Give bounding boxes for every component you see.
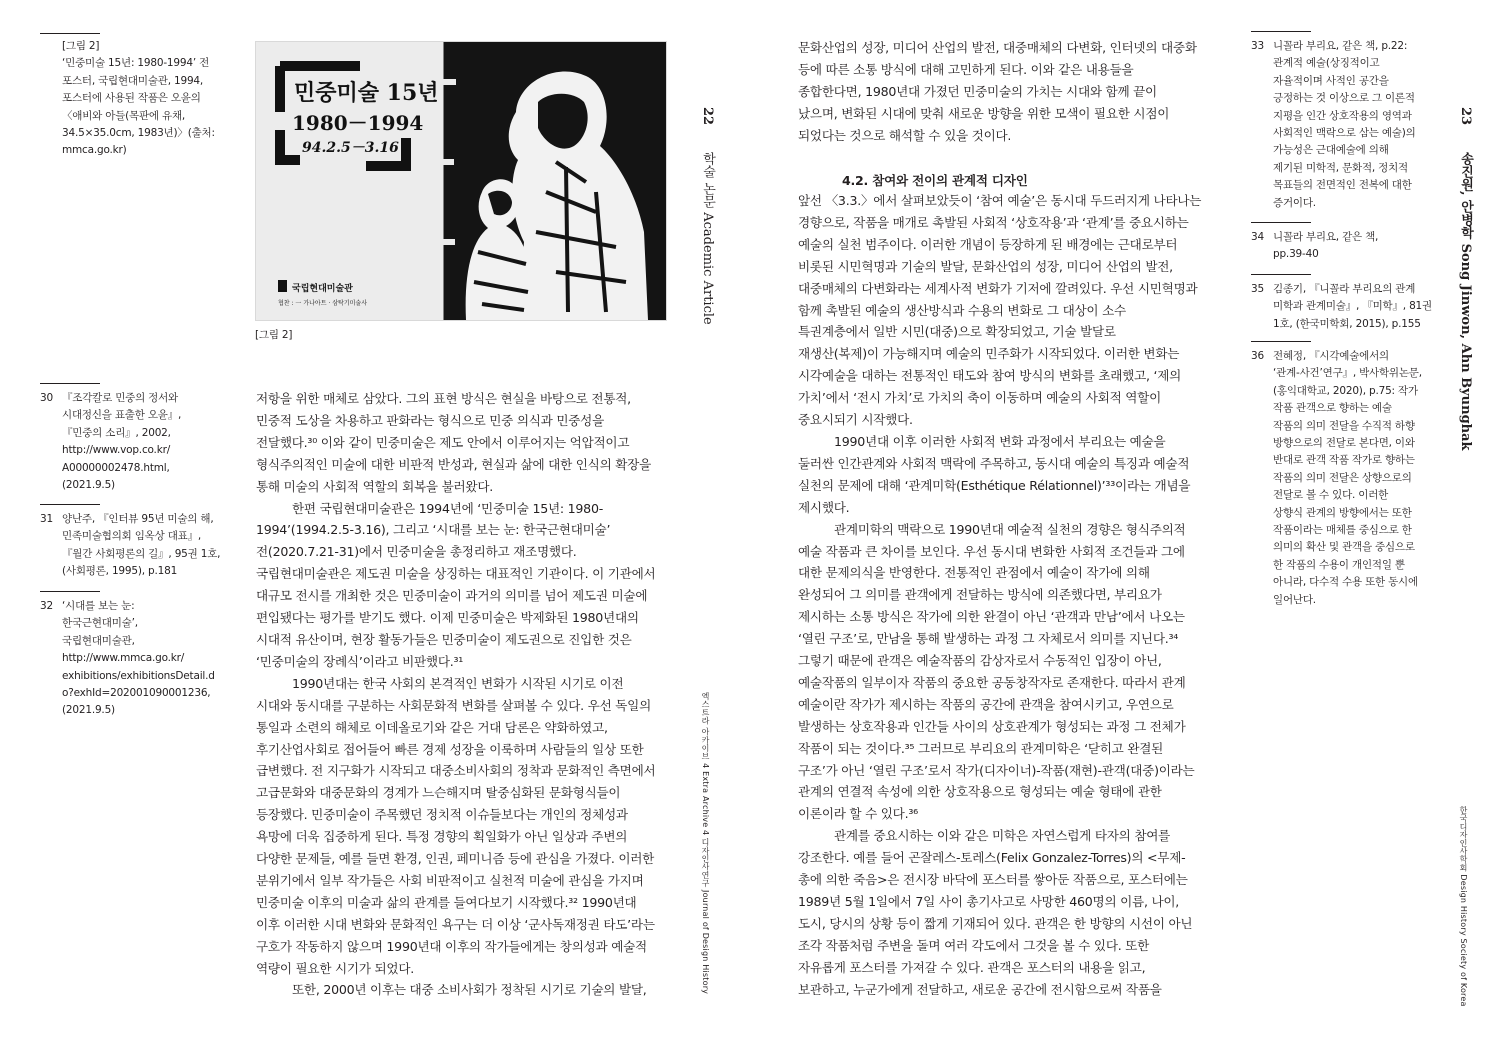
footnote-text [1273,348,1422,609]
text-line: 편입됐다는 평가를 받기도 했다. 이제 민중미술은 박제화된 1980년대의 [256,610,639,626]
text-line: (홍익대학교, 2020), p.75: 작가 [1273,384,1418,397]
right-page-number: 23 [1458,107,1473,126]
text-line: 총에 의한 죽음>은 전시장 바닥에 포스터를 쌓아둔 작품으로, 포스터에는 [798,872,1188,888]
text-line: 민중적 도상을 차용하고 판화라는 형식으로 민중 의식과 민중성을 [256,412,604,428]
footnote-number: 35 [1251,283,1264,295]
text-line: 후기산업사회로 접어들어 빠른 경제 성장을 이룩하며 사람들의 일상 또한 [256,741,644,757]
text-line: 역량이 필요한 시기가 되었다. [256,960,414,976]
footnote-text [62,390,181,494]
text-line: 고급문화와 대중문화의 경계가 느슨해지며 탈중심화된 문화형식들이 [256,785,621,801]
text-line: 일어난다. [1273,593,1316,606]
right-running-foot: 한국디자인사학회 Design History Society of Korea [1459,806,1468,1007]
text-line: 예술작품의 일부이자 작품의 중요한 공동창작자로 존재한다. 따라서 관계 [798,674,1186,690]
footnote-33 [1251,38,1441,212]
text-line: 비롯된 시민혁명과 기술의 발달, 문화산업의 성장, 미디어 산업의 발전, [798,258,1173,274]
text-line: 관계의 연결적 속성에 의한 상호작용으로 형성되는 예술 형태에 관한 [798,784,1162,800]
text-line: 국립현대미술관, [62,634,135,647]
footnote-number: 31 [40,513,53,525]
caption-rule [40,33,100,34]
text-line: 그렇기 때문에 관객은 예술작품의 감상자로서 수동적인 입장이 아닌, [798,653,1162,669]
text-line: 한국근현대미술’, [62,617,138,630]
text-line: 시대정신을 표출한 오윤』, [62,409,182,422]
poster-image [256,42,666,320]
text-line: 났으며, 변화된 시대에 맞춰 새로운 방향을 위한 모색이 필요한 시점이 [798,105,1170,121]
text-line: 작품이 되는 것이다.³⁵ 그러므로 부리요의 관계미학은 ‘닫히고 완결된 [798,740,1164,756]
text-line: 대한 문제의식을 반영한다. 전통적인 관점에서 예술이 작가에 의해 [798,565,1150,581]
footnote-number: 30 [40,392,53,404]
footnote-number: 36 [1251,350,1264,362]
text-line: 34.5×35.0cm, 1983년)〉(출처: [62,127,215,140]
text-line: exhibitions/exhibitionsDetail.d [62,669,215,682]
text-line: 강조한다. 예를 들어 곤잘레스-토레스(Felix Gonzalez-Torres)의 <무제- [798,850,1186,866]
text-line: 욕망에 더욱 집중하게 된다. 특정 경향의 획일화가 아닌 일상과 주변의 [256,829,628,845]
text-line: 의미의 확산 및 관객을 중심으로 [1273,541,1415,554]
text-line: 니꼴라 부리요, 같은 책, [1273,231,1379,243]
text-line: 급변했다. 전 지구화가 시작되고 대중소비사회의 정착과 문화적인 측면에서 [256,763,656,779]
text-line: http://www.mmca.go.kr/ [62,652,185,665]
text-line: 반대로 관객 작품 작가로 향하는 [1273,454,1415,467]
footnote-30 [40,390,230,494]
poster-dates: 94.2.5－3.16 [302,140,399,156]
footnote-rule [40,504,100,505]
text-line: 전달로 볼 수 있다. 이러한 [1273,489,1389,502]
text-line: 경향으로, 작품을 매개로 촉발된 사회적 ‘상호작용’과 ‘관계’를 중요시하는 [798,214,1189,230]
text-line: ‘민중미술 15년: 1980-1994’ 전 [62,57,210,70]
text-line: 특권계층에서 일반 시민(대중)으로 확장되었고, 기술 발달로 [798,324,1116,340]
footnote-number: 33 [1251,40,1264,52]
text-line: 완성되어 그 의미를 관객에게 전달하는 방식에 의존했다면, 부리요가 [798,587,1162,603]
text-line: 시대적 유산이며, 현장 활동가들은 민중미술이 제도권으로 진입한 것은 [256,631,632,647]
text-line: 니꼴라 부리요, 같은 책, p.22: [1273,40,1408,52]
woodcut-artwork [442,42,666,320]
text-line: 관계미학의 맥락으로 1990년대 예술적 실천의 경향은 형식주의적 [834,521,1186,537]
text-line: 예술의 실천 범주이다. 이러한 개념이 등장하게 된 배경에는 근대로부터 [798,236,1178,252]
text-line: 작품 관객으로 향하는 예술 [1273,402,1392,415]
figure-side-caption [62,38,222,160]
text-line: 목표들의 전면적인 전복에 대한 [1273,179,1412,192]
footnote-34 [1251,229,1441,264]
text-line: 종합한다면, 1980년대 가졌던 민중미술의 가치는 시대와 함께 끝이 [798,83,1157,99]
text-line: 구조’가 아닌 ‘열린 구조’로서 작가(디자이너)-작품(재현)-관객(대중)이라는 [798,762,1195,778]
footnote-rule [40,383,100,384]
text-line: ‘열린 구조’로, 만남을 통해 발생하는 과정 그 자체로서 의미를 지닌다.³⁴ [798,631,1179,647]
figure-poster [255,41,667,321]
text-line: 예술 작품과 큰 차이를 보인다. 우선 동시대 변화한 사회적 조건들과 그에 [798,543,1185,559]
footnote-32 [40,598,230,720]
text-line: 한 작품의 수용이 개인적일 뿐 [1273,558,1405,571]
text-line: 다양한 문제들, 예를 들면 환경, 인권, 페미니즘 등에 관심을 가졌다. 이러한 [256,851,655,867]
text-line: [그림 2] [62,40,100,52]
text-line: 저항을 위한 매체로 삼았다. 그의 표현 방식은 현실을 바탕으로 전통적, [256,391,631,406]
text-line: 1994’(1994.2.5-3.16), 그리고 ‘시대를 보는 눈: 한국근현대미술’ [256,522,611,538]
text-line: 전혜정, 『시각예술에서의 [1273,350,1390,362]
text-line: 통해 미술의 사회적 역할의 회복을 불러왔다. [256,478,493,494]
text-line: 작품이라는 매체를 중심으로 한 [1273,524,1412,537]
text-line: 재생산(복제)이 가능해지며 예술의 민주화가 시작되었다. 이러한 변화는 [798,346,1180,362]
figure-caption-below: [그림 2] [255,329,293,341]
poster-title-line1: 민중미술 15년 [294,80,439,106]
text-line: 1990년대 이후 이러한 사회적 변화 과정에서 부리요는 예술을 [834,433,1166,449]
text-line: 관계적 예술(상징적이고 [1273,57,1380,70]
text-line: 지평을 인간 상호작용의 영역과 [1273,109,1412,122]
text-line: 1989년 5월 1일에서 7일 사이 총기사고로 사망한 460명의 이름, 나이, [798,894,1180,909]
right-body-text [798,190,1218,1001]
text-line: 한편 국립현대미술관은 1994년에 ‘민중미술 15년: 1980- [292,500,603,516]
text-line: 조각 작품처럼 주변을 돌며 여러 각도에서 그것을 볼 수 있다. 또한 [798,937,1150,953]
text-line: 대규모 전시를 개최한 것은 민중미술이 과거의 의미를 넘어 제도권 미술에 [256,588,648,604]
text-line: 예술이란 작가가 제시하는 작품의 공간에 관객을 참여시키고, 우연으로 [798,696,1174,712]
text-line: 이론이라 할 수 있다.³⁶ [798,806,918,822]
text-line: 상향식 관계의 방향에서는 또한 [1273,506,1412,519]
footnote-rule [1251,341,1311,342]
text-line: 민중미술 이후의 미술과 삶의 관계를 들여다보기 시작했다.³² 1990년대 [256,894,637,910]
text-line: 작품의 의미 전달은 상향으로의 [1273,471,1412,484]
poster-sponsors: 협찬 : 一 가나아트 · 삼탁기미술사 [278,300,368,307]
text-line: (사회평론, 1995), p.181 [62,565,178,578]
text-line: 제시했다. [798,499,850,515]
text-line: 『월간 사회평론의 길』, 95권 1호, [62,547,221,560]
text-line: 국립현대미술관은 제도권 미술을 상징하는 대표적인 기관이다. 이 기관에서 [256,566,656,582]
text-line: 양난주, 『인터뷰 95년 미술의 해, [62,513,214,525]
footnote-text [1273,38,1416,212]
text-line: (2021.9.5) [62,479,115,492]
text-line: 분위기에서 일부 작가들은 사회 비판적이고 실천적 미술에 관심을 가지며 [256,872,644,888]
text-line: pp.39-40 [1273,248,1319,261]
text-line: 대중매체의 다변화라는 세계사적 변화가 기저에 깔려있다. 우선 시민혁명과 [798,280,1198,296]
text-line: 구호가 작동하지 않으며 1990년대 이후의 작가들에게는 창의성과 예술적 [256,938,647,954]
text-line: ‘시대를 보는 눈: [62,600,135,612]
footnote-rule [1251,274,1311,275]
text-line: (2021.9.5) [62,704,115,717]
text-line: 발생하는 상호작용과 인간들 사이의 상호관계가 형성되는 과정 그 전체가 [798,718,1186,734]
text-line: 보관하고, 누군가에게 전달하고, 새로운 공간에 전시함으로써 작품을 [798,981,1162,997]
left-running-head: 학술 논문 Academic Article [700,152,715,325]
right-top-text [798,37,1218,147]
text-line: 되었다는 것으로 해석할 수 있을 것이다. [798,127,1012,143]
text-line: 미학과 관계미술』, 『미학』, 81권 [1273,300,1432,313]
right-running-head: 송진원, 안병학 Song Jinwon, Ahn Byunghak [1458,152,1473,451]
text-line: 제기된 미학적, 문화적, 정치적 [1273,161,1409,174]
left-page-number: 22 [700,107,715,126]
text-line: 자유롭게 포스터를 가져갈 수 있다. 관객은 포스터의 내용을 읽고, [798,959,1146,975]
section-heading: 4.2. 참여와 전이의 관계적 디자인 [842,173,1028,188]
text-line: 증거이다. [1273,196,1316,209]
text-line: 작품의 의미 전달을 수직적 하향 [1273,419,1415,432]
footnote-number: 34 [1251,231,1264,243]
text-line: 또한, 2000년 이후는 대중 소비사회가 정착된 시기로 기술의 발달, [292,982,647,998]
text-line: 문화산업의 성장, 미디어 산업의 발전, 대중매체의 다변화, 인터넷의 대중화 [798,40,1197,55]
text-line: 김종기, 『니꼴라 부리요의 관계 [1273,283,1416,295]
poster-title-line2: 1980－1994 [292,111,424,135]
text-line: 민족미술협의회 임옥상 대표』, [62,530,202,543]
footnote-text [1273,229,1378,264]
text-line: 등에 따른 소통 방식에 대해 고민하게 된다. 이와 같은 내용들을 [798,61,1134,77]
text-line: 시각예술을 대하는 전통적인 태도와 참여 방식의 변화를 초래했고, ‘제의 [798,368,1182,384]
footnote-rule [1251,222,1311,223]
text-line: 포스터에 사용된 작품은 오윤의 [62,92,201,105]
text-line: 둘러싼 인간관계와 사회적 맥락에 주목하고, 동시대 예술의 특징과 예술적 [798,455,1190,471]
text-line: 중요시되기 시작했다. [798,412,913,428]
text-line: 아니라, 다수적 수용 또한 동시에 [1273,576,1418,589]
footnote-31 [40,511,230,581]
footnote-rule [40,591,100,592]
footnote-36 [1251,348,1441,609]
text-line: 실천의 문제에 대해 ‘관계미학(Esthétique Rélationnel)’³³이라는 개념을 [798,477,1191,493]
text-line: 긍정하는 것 이상으로 그 이론적 [1273,92,1415,105]
poster-museum: 국립현대미술관 [292,284,353,294]
text-line: A00000002478.html, [62,461,170,474]
text-line: 사회적인 맥락으로 삼는 예술)의 [1273,127,1416,140]
footnote-rule [1251,31,1311,32]
text-line: 방향으로의 전달로 본다면, 이와 [1273,437,1415,450]
text-line: 통일과 소련의 해체로 이데올로기와 같은 거대 담론은 약화하였고, [256,719,608,735]
text-line: 형식주의적인 미술에 대한 비판적 반성과, 현실과 삶에 대한 인식의 확장을 [256,456,651,472]
footnote-number: 32 [40,600,53,612]
text-line: 등장했다. 민중미술이 주목했던 정치적 이슈들보다는 개인의 정체성과 [256,807,628,823]
text-line: ‘민중미술의 장례식’이라고 비판했다.³¹ [256,653,464,669]
text-line: mmca.go.kr) [62,144,127,157]
text-line: http://www.vop.co.kr/ [62,444,171,457]
text-line: 전달했다.³⁰ 이와 같이 민중미술은 제도 안에서 이루어지는 억압적이고 [256,434,630,450]
text-line: ‘관계-사건’연구』, 박사학위논문, [1273,367,1422,380]
text-line: 1990년대는 한국 사회의 본격적인 변화가 시작된 시기로 이전 [292,675,624,691]
footnote-text [1273,281,1432,333]
footnote-35 [1251,281,1441,333]
text-line: 『민중의 소리』, 2002, [62,426,171,439]
text-line: 〈애비와 아들(목판에 유채, [62,109,186,122]
left-running-foot: 엑스트라 아카이브 4 Extra Archive 4 디자인사연구 Journal of Design History [701,692,710,995]
text-line: 시대와 동시대를 구분하는 사회문화적 변화를 살펴볼 수 있다. 우선 독일의 [256,697,651,713]
footnote-text [62,598,215,720]
text-line: 도시, 당시의 상황 등이 짧게 기재되어 있다. 관객은 한 방향의 시선이 아닌 [798,915,1193,931]
text-line: 전(2020.7.21-31)에서 민중미술을 총정리하고 재조명했다. [256,544,577,560]
text-line: 함께 촉발된 예술의 생산방식과 수용의 변화로 그 대상이 소수 [798,302,1126,318]
museum-logo-icon [278,280,287,292]
left-body-text [256,388,676,1001]
text-line: 자율적이며 사적인 공간을 [1273,74,1389,87]
text-line: 가능성은 근대예술에 의해 [1273,144,1389,157]
footnote-text [62,511,220,581]
text-line: 가치’에서 ‘전시 가치’로 가치의 축이 이동하며 예술의 사회적 역할이 [798,390,1162,406]
text-line: 포스터, 국립현대미술관, 1994, [62,74,204,87]
text-line: 이후 이러한 시대 변화와 문화적인 욕구는 더 이상 ‘군사독재정권 타도’라는 [256,916,655,932]
text-line: o?exhId=202001090001236, [62,687,211,700]
text-line: 관계를 중요시하는 이와 같은 미학은 자연스럽게 타자의 참여를 [834,828,1171,844]
text-line: 『조각칼로 민중의 정서와 [62,392,179,404]
text-line: 1호, (한국미학회, 2015), p.155 [1273,317,1421,330]
text-line: 제시하는 소통 방식은 작가에 의한 완결이 아닌 ‘관객과 만남’에서 나오는 [798,609,1185,625]
text-line: 앞선 〈3.3.〉에서 살펴보았듯이 ‘참여 예술’은 동시대 두드러지게 나타나는 [798,193,1202,208]
